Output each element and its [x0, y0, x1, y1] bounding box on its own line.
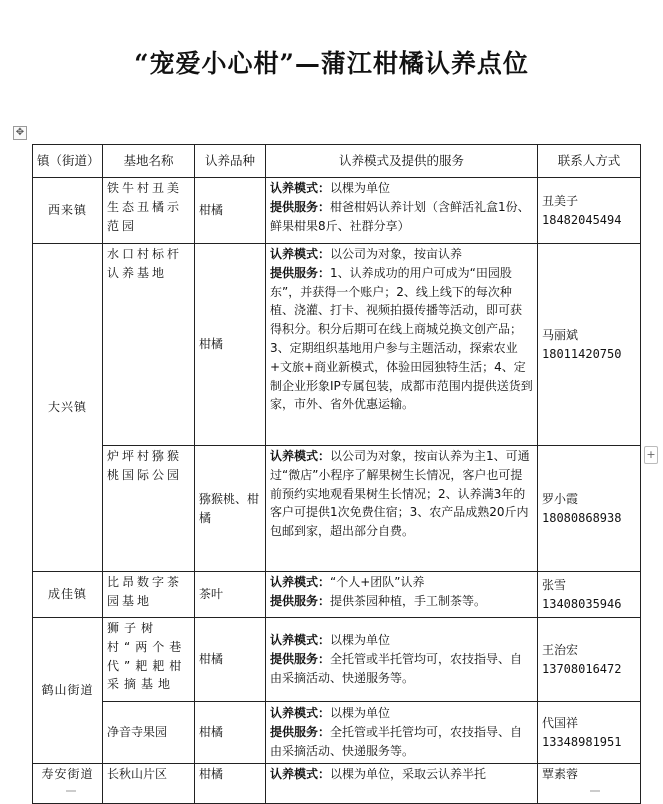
service-label: 提供服务： — [270, 725, 331, 740]
service-label: 提供服务： — [270, 593, 331, 608]
contact-name: 代国祥 — [542, 715, 579, 730]
service-text: 提供茶园种植，手工制茶等。 — [330, 593, 487, 608]
town-cell: 西来镇 — [33, 178, 103, 244]
service-cell — [266, 618, 538, 702]
contact-name: 罗小霞 — [542, 491, 579, 506]
service-text: 1、认养成功的用户可成为“田园股东”，并获得一个账户；2、线上线下的每次种植、浇灌、打卡、视频拍摄传播等活动，即可获得积分。积分后期可在线上商城兑换文创产品；3、定期组织基地用户参与主题活动，探索农业+文旅+商业新模式，体验田园独特生活；4、定制企业形象IP专属包装，成都市范围内提供送货到家，市外、省外优惠运输。 — [270, 265, 533, 412]
variety-cell: 茶叶 — [195, 572, 266, 618]
contact-cell — [538, 572, 641, 618]
header-service: 认养模式及提供的服务 — [266, 145, 538, 178]
town-cell: 寿安街道 — [33, 764, 103, 804]
contact-phone: 13408035946 — [542, 596, 622, 611]
contact-cell — [538, 618, 641, 702]
table-move-handle-icon[interactable]: ✥ — [13, 126, 27, 140]
header-base: 基地名称 — [103, 145, 195, 178]
variety-cell: 猕猴桃、柑橘 — [195, 446, 266, 572]
service-text: 全托管或半托管均可，农技指导、自由采摘活动、快递服务等。 — [270, 652, 523, 685]
base-cell: 铁牛村丑美生态丑橘示范园 — [103, 178, 195, 244]
service-text: 全托管或半托管均可，农技指导、自由采摘活动、快递服务等。 — [270, 725, 523, 758]
mode-text: 以棵为单位 — [330, 633, 391, 648]
contact-phone: 13348981951 — [542, 734, 622, 749]
mode-label: 认养模式： — [270, 247, 331, 261]
base-cell: 狮子树村“两个巷代”耙耙柑采摘基地 — [103, 618, 195, 702]
contact-phone: 18482045494 — [542, 212, 622, 227]
town-cell: 成佳镇 — [33, 572, 103, 618]
contact-cell — [538, 446, 641, 572]
variety-cell: 柑橘 — [195, 618, 266, 702]
service-text: 1、可通过“微店”小程序了解果树生长情况，客户也可提前预约实地观看果树生长情况；2、认养满3年的客户可提供1次免费住宿；3、农产品成熟20斤内包邮到家，超出部分自费。 — [270, 449, 530, 539]
variety-cell: 柑橘 — [195, 702, 266, 764]
page-title: “宠爱小心柑”—蒲江柑橘认养点位 — [134, 49, 529, 78]
table-row — [33, 618, 641, 702]
mode-text: 以公司为对象，按亩认养为主 — [330, 449, 487, 463]
contact-phone: 13708016472 — [542, 661, 622, 676]
service-label: 提供服务： — [270, 199, 331, 214]
mode-label: 认养模式： — [270, 633, 331, 648]
contact-name: 王治宏 — [542, 642, 579, 657]
header-variety: 认养品种 — [195, 145, 266, 178]
header-town: 镇（街道） — [33, 145, 103, 178]
mode-text: 以棵为单位 — [330, 181, 391, 195]
header-contact: 联系人方式 — [538, 145, 641, 178]
base-cell: 净音寺果园 — [103, 702, 195, 764]
table-header-row — [33, 145, 641, 178]
variety-cell: 柑橘 — [195, 178, 266, 244]
service-cell — [266, 244, 538, 446]
contact-name: 覃素蓉 — [542, 767, 579, 781]
base-cell: 比昂数字茶园基地 — [103, 572, 195, 618]
town-cell: 大兴镇 — [33, 244, 103, 572]
mode-text: 以棵为单位，采取云认养半托 — [330, 767, 487, 781]
table-row — [33, 446, 641, 572]
table-row — [33, 572, 641, 618]
variety-cell: 柑橘 — [195, 244, 266, 446]
service-cell — [266, 446, 538, 572]
contact-name: 丑美子 — [542, 193, 579, 208]
mode-text: 以棵为单位 — [330, 706, 391, 721]
contact-name: 张雪 — [542, 577, 567, 592]
service-cell — [266, 764, 538, 804]
contact-name: 马丽斌 — [542, 327, 579, 342]
adoption-sites-table — [32, 144, 641, 804]
contact-cell — [538, 244, 641, 446]
add-column-button[interactable]: + — [644, 446, 658, 464]
mode-label: 认养模式： — [270, 767, 331, 781]
mode-text: “个人+团队”认养 — [330, 575, 425, 589]
table-row — [33, 702, 641, 764]
variety-cell: 柑橘 — [195, 764, 266, 804]
service-cell — [266, 572, 538, 618]
mode-text: 以公司为对象，按亩认养 — [330, 247, 463, 261]
service-label: 提供服务： — [270, 265, 331, 280]
contact-cell — [538, 764, 641, 804]
base-cell: 水口村标杆认养基地 — [103, 244, 195, 446]
contact-phone: 18080868938 — [542, 510, 622, 525]
town-cell: 鹤山街道 — [33, 618, 103, 764]
contact-cell — [538, 178, 641, 244]
base-cell: 长秋山片区 — [103, 764, 195, 804]
mode-label: 认养模式： — [270, 449, 331, 463]
contact-cell — [538, 702, 641, 764]
mode-label: 认养模式： — [270, 575, 331, 589]
base-cell: 炉坪村猕猴桃国际公园 — [103, 446, 195, 572]
table-row — [33, 244, 641, 446]
mode-label: 认养模式： — [270, 706, 331, 721]
service-label: 提供服务： — [270, 652, 331, 667]
table-row — [33, 178, 641, 244]
service-cell — [266, 178, 538, 244]
contact-phone: 18011420750 — [542, 346, 622, 361]
table-row — [33, 764, 641, 804]
service-text: 柑爸柑妈认养计划（含鲜活礼盒1份、鲜果柑果8斤、社群分享） — [270, 199, 530, 233]
service-cell — [266, 702, 538, 764]
mode-label: 认养模式： — [270, 181, 331, 195]
